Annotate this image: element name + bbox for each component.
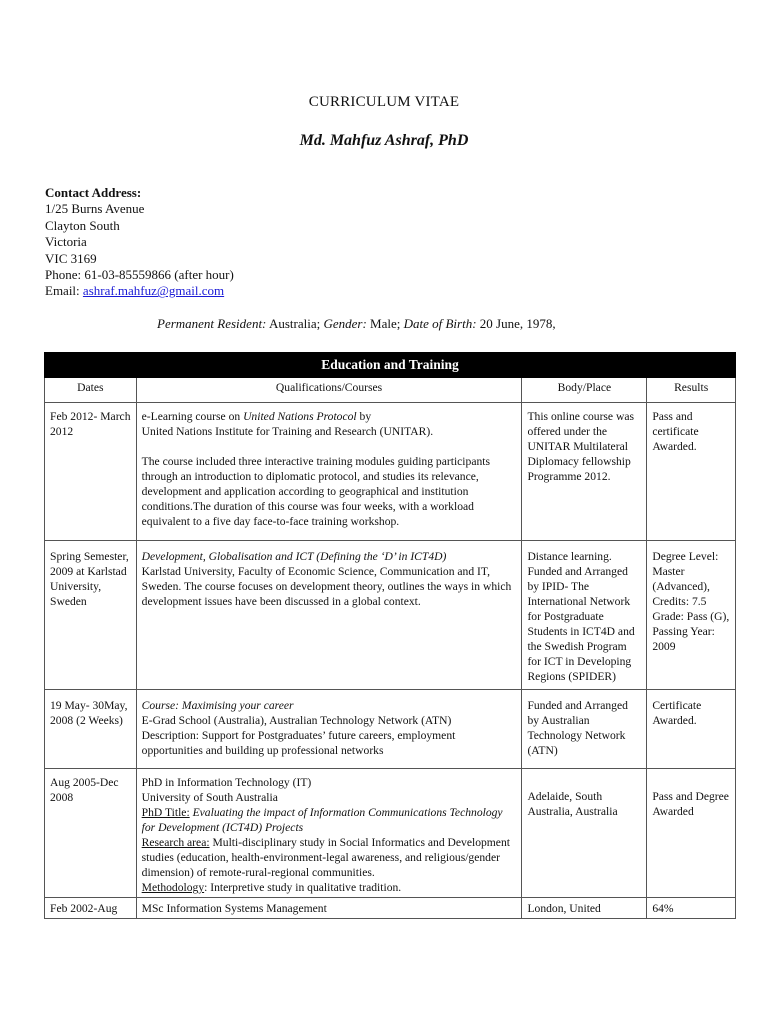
course-line: PhD in Information Technology (IT) [141,776,312,789]
education-table [44,352,736,919]
phone-line [45,267,234,283]
document-heading: CURRICULUM VITAE [308,94,460,110]
section-title: Education and Training [45,353,736,378]
cell-course: MSc Information Systems Management [136,898,522,919]
course-title: e-Learning course on United Nations Protocol by [141,410,372,423]
course-title: Development, Globalisation and ICT (Defining the ‘D’ in ICT4D) [141,550,447,563]
cell-body: Adelaide, South Australia, Australia [522,769,647,898]
cell-body: This online course was offered under the UNITAR Multilateral Diplomacy fellowship Programme 2012. [522,403,647,541]
course-description: Description: Support for Postgraduates’ future careers, employment opportunities and building up professional networks [141,729,456,757]
cell-course [136,403,522,541]
address-line-4: VIC 3169 [45,250,97,266]
course-org: United Nations Institute for Training and Research (UNITAR). [141,425,434,438]
course-title: Course: Maximising your career [141,699,294,712]
course-description: The course included three interactive training modules guiding participants through an introduction to diplomatic protocol, and studies its relevance, development and application according to geographical and institution conditions.The duration of this course was four weeks, with a workload equivalent to a five day face-to-face training workshop. [141,455,491,528]
gender-value: Male; [370,316,401,331]
dob-label: Date of Birth: [403,316,477,331]
candidate-name: Md. Mahfuz Ashraf, PhD [299,132,469,149]
course-org: University of South Australia [141,791,278,804]
column-header-row [45,378,736,403]
email-label: Email: [45,283,80,299]
cell-dates: Feb 2012- March 2012 [45,403,137,541]
course-description: Karlstad University, Faculty of Economic Science, Communication and IT, Sweden. The course focuses on development theory, outlines the ways in which development issues have been discussed in a global context. [141,565,512,608]
address-line-2: Clayton South [45,217,120,233]
table-row [45,769,736,898]
dob-value: 20 June, 1978, [479,316,556,331]
column-header-body: Body/Place [522,378,647,403]
cell-course [136,541,522,690]
cell-body: London, United [522,898,647,919]
resident-value: Australia; [268,316,321,331]
email-link[interactable]: ashraf.mahfuz@gmail.com [82,283,225,299]
cell-body: Funded and Arranged by Australian Technology Network (ATN) [522,690,647,769]
phone-label: Phone: [45,267,82,283]
cell-body: Distance learning. Funded and Arranged by IPID- The International Network for Postgraduate Students in ICT4D and the Swedish Program for ICT in Developing Regions (SPIDER) [522,541,647,690]
cell-results: Pass and certificate Awarded. [647,403,736,541]
cell-results: Certificate Awarded. [647,690,736,769]
cell-course [136,690,522,769]
email-line [45,283,234,299]
table-row [45,541,736,690]
course-org: E-Grad School (Australia), Australian Technology Network (ATN) [141,714,452,727]
cell-results: 64% [647,898,736,919]
methodology: Methodology: Interpretive study in qualitative tradition. [141,881,402,894]
resident-label: Permanent Resident: [157,316,267,331]
cell-dates: 19 May- 30May, 2008 (2 Weeks) [45,690,137,769]
column-header-results: Results [647,378,736,403]
phd-title: PhD Title: Evaluating the impact of Information Communications Technology for Development (ICT4D) Projects [141,806,503,834]
cell-course [136,769,522,898]
column-header-qualifications: Qualifications/Courses [136,378,522,403]
cell-results: Pass and Degree Awarded [647,769,736,898]
section-header-row [45,353,736,378]
address-line-3: Victoria [45,234,87,250]
cell-dates: Aug 2005-Dec 2008 [45,769,137,898]
cell-dates: Spring Semester, 2009 at Karlstad University, Sweden [45,541,137,690]
table-row [45,403,736,541]
contact-label: Contact Address: [45,185,142,200]
table-row [45,690,736,769]
cell-dates: Feb 2002-Aug [45,898,137,919]
gender-label: Gender: [323,316,367,331]
research-area: Research area: Multi-disciplinary study in Social Informatics and Development studies (education, health-environment-legal awareness, and religious/gender dimension) of remote-rural-regional communities. [141,836,510,879]
cell-results: Degree Level: Master (Advanced), Credits: 7.5 Grade: Pass (G), Passing Year: 2009 [647,541,736,690]
contact-block [45,185,234,300]
table-row [45,898,736,919]
phone-value: 61-03-85559866 (after hour) [84,267,234,283]
personal-details [157,316,556,332]
address-line-1: 1/25 Burns Avenue [45,201,145,217]
column-header-dates: Dates [45,378,137,403]
